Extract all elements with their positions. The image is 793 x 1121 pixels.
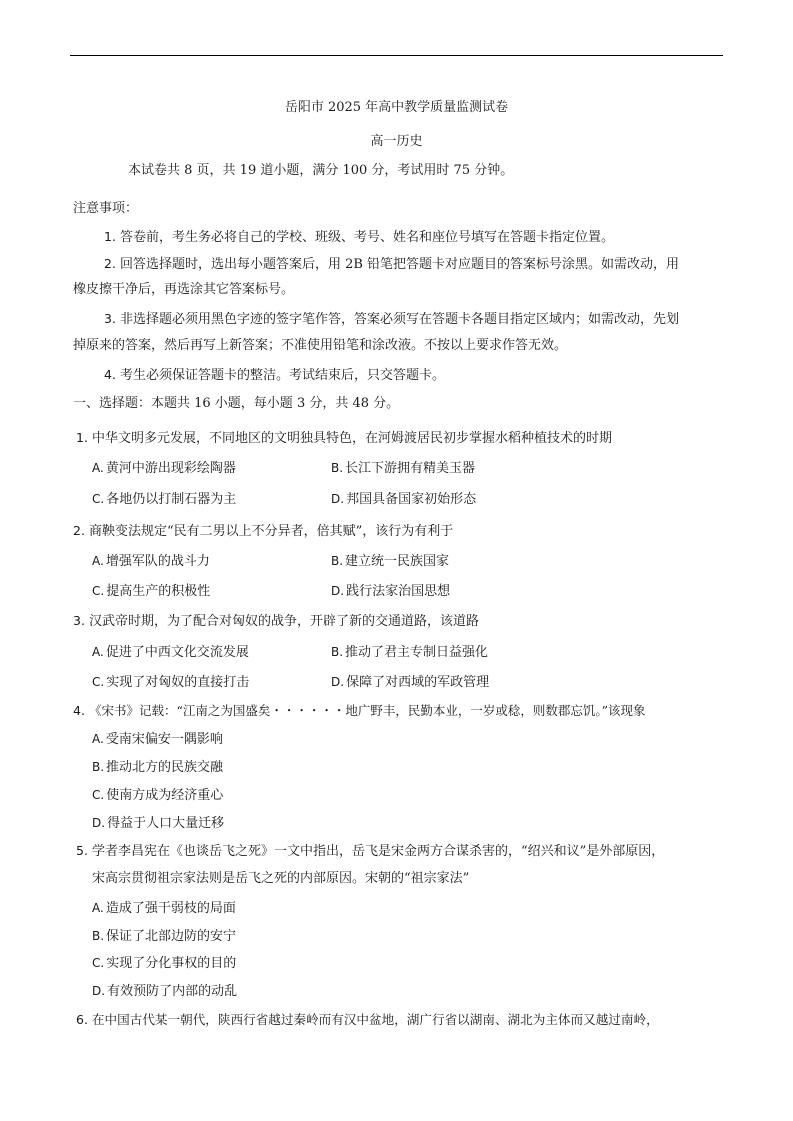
question-2-stem [73,523,453,540]
notice-item-2 [104,256,679,273]
question-number: 2. [73,523,85,538]
exam-title: 岳阳市 2025 年高中教学质量监测试卷 [284,100,509,115]
option-key: A. [92,901,104,915]
question-text: 汉武帝时期，为了配合对匈奴的战争，开辟了新的交通道路，该道路 [88,614,479,629]
notice-item-number: 1. [104,229,116,244]
question-3-option-a[interactable] [92,644,249,661]
question-1-option-a[interactable] [92,460,236,477]
question-number: 3. [73,613,85,628]
option-text: 各地仍以打制石器为主 [106,492,237,507]
option-text: 实现了分化事权的目的 [106,956,237,971]
notice-item-text: 考生必须保证答题卡的整洁。考试结束后，只交答题卡。 [119,368,445,383]
question-number: 4. [73,703,85,718]
question-5-stem [76,843,664,860]
option-text: 践行法家治国思想 [346,584,451,599]
option-key: C. [92,492,105,506]
option-text: 推动北方的民族交融 [106,760,224,775]
question-text: 商鞅变法规定“民有二男以上不分异者，倍其赋”，该行为有利于 [88,524,454,539]
option-key: B. [92,929,105,943]
option-key: A. [92,461,104,475]
option-key: C. [92,584,105,598]
notice-item-3 [104,311,679,328]
option-key: D. [331,492,345,506]
question-2-option-a[interactable] [92,553,210,570]
question-4-option-b[interactable] [92,759,223,776]
question-text: 中华文明多元发展，不同地区的文明独具特色，在河姆渡居民初步掌握水稻种植技术的时期 [91,431,612,446]
question-4-option-d[interactable] [92,815,224,832]
notice-item-number: 2. [104,256,116,271]
question-number: 5. [76,843,88,858]
option-text: 增强军队的战斗力 [105,554,210,569]
notice-item-3-cont: 掉原来的答案，然后再写上新答案；不准使用铅笔和涂改液。不按以上要求作答无效。 [73,338,568,353]
question-text: 《宋书》记载：“江南之为国盛矣・・・・・・地广野丰，民勤本业，一岁或稔，则数郡忘饥。”该现象 [88,703,646,718]
notice-item-text: 答卷前，考生务必将自己的学校、班级、考号、姓名和座位号填写在答题卡指定位置。 [119,230,614,245]
option-key: C. [92,788,105,802]
notice-item-4 [104,367,445,384]
option-text: 实现了对匈奴的直接打击 [106,675,250,690]
option-text: 受南宋偏安一隅影响 [105,732,223,747]
option-text: 使南方成为经济重心 [106,788,224,803]
option-key: B. [331,645,344,659]
option-key: D. [92,816,106,830]
question-5-option-b[interactable] [92,928,236,945]
option-key: C. [92,956,105,970]
exam-intro: 本试卷共 8 页，共 19 道小题，满分 100 分，考试用时 75 分钟。 [128,163,514,178]
notice-item-number: 3. [104,311,116,326]
notice-item-text: 回答选择题时，选出每小题答案后，用 2B 铅笔把答题卡对应题目的答案标号涂黑。如需改动，用 [119,257,680,272]
option-text: 长江下游拥有精美玉器 [345,461,476,476]
option-text: 得益于人口大量迁移 [107,816,225,831]
question-4-option-a[interactable] [92,731,223,748]
question-number: 1. [76,430,88,445]
question-3-option-b[interactable] [331,644,488,661]
question-2-option-b[interactable] [331,553,449,570]
question-5-option-d[interactable] [92,983,237,1000]
question-3-stem [73,613,479,630]
question-6-stem [76,1012,659,1028]
notice-item-text: 非选择题必须用黑色字迹的签字笔作答，答案必须写在答题卡各题目指定区域内；如需改动，先划 [119,312,679,327]
option-text: 有效预防了内部的动乱 [107,984,238,999]
option-text: 造成了强干弱枝的局面 [105,901,236,916]
option-text: 推动了君主专制日益强化 [345,645,489,660]
option-key: B. [331,554,344,568]
question-4-option-c[interactable] [92,787,223,804]
option-text: 促进了中西文化交流发展 [105,645,249,660]
option-text: 邦国具备国家初始形态 [346,492,477,507]
option-key: D. [331,584,345,598]
option-key: D. [92,984,106,998]
question-2-option-c[interactable] [92,583,210,600]
question-number: 6. [76,1012,88,1027]
option-text: 保证了北部边防的安宁 [106,929,237,944]
section-heading: 一、选择题：本题共 16 小题，每小题 3 分，共 48 分。 [73,396,400,411]
question-1-option-c[interactable] [92,491,236,508]
notice-item-2-cont: 橡皮擦干净后，再选涂其它答案标号。 [73,282,295,297]
question-4-stem [73,703,645,719]
question-3-option-c[interactable] [92,674,249,691]
option-text: 黄河中游出现彩绘陶器 [105,461,236,476]
question-5-option-c[interactable] [92,955,236,972]
option-key: B. [92,760,105,774]
question-1-option-d[interactable] [331,491,476,508]
option-key: A. [92,732,104,746]
question-2-option-d[interactable] [331,583,450,600]
exam-subject: 高一历史 [370,134,423,149]
question-text: 在中国古代某一朝代，陕西行省越过秦岭而有汉中盆地，湖广行省以湖南、湖北为主体而又越过南岭， [91,1012,659,1027]
option-text: 保障了对西域的军政管理 [346,675,490,690]
question-1-stem [76,430,612,447]
option-key: B. [331,461,344,475]
notice-heading: 注意事项： [73,201,139,216]
notice-item-1 [104,229,614,246]
option-key: C. [92,675,105,689]
option-text: 提高生产的积极性 [106,584,211,599]
top-rule [70,55,723,56]
option-text: 建立统一民族国家 [345,554,450,569]
question-5-option-a[interactable] [92,900,236,917]
option-key: D. [331,675,345,689]
notice-item-number: 4. [104,367,116,382]
question-3-option-d[interactable] [331,674,489,691]
option-key: A. [92,645,104,659]
question-1-option-b[interactable] [331,460,475,477]
question-text: 学者李昌宪在《也谈岳飞之死》一文中指出，岳飞是宋金两方合谋杀害的，“绍兴和议”是外部原因， [91,844,665,859]
option-key: A. [92,554,104,568]
question-5-stem-cont: 宋高宗贯彻祖宗家法则是岳飞之死的内部原因。宋朝的“祖宗家法” [92,871,470,886]
